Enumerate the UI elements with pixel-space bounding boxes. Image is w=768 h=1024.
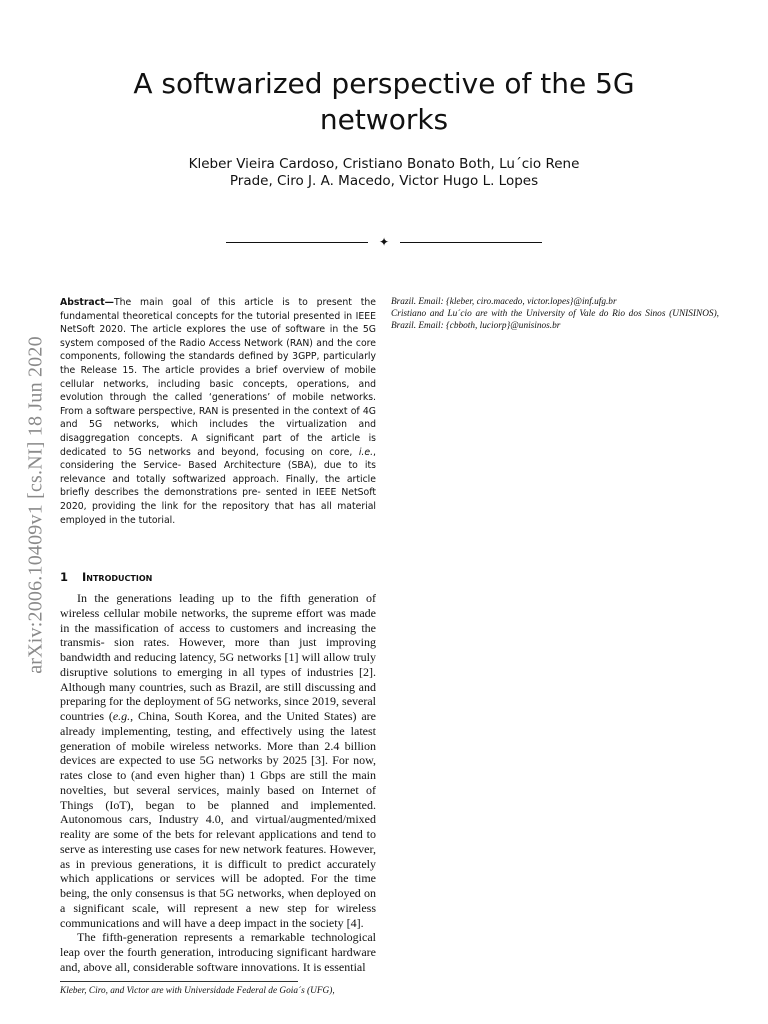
paragraph-2: The fifth-generation represents a remarkable technological leap over the fourth generation, introducing significant hardware and, above all, considerable software innovations. It is essential <box>60 930 376 974</box>
footnote-right-2: Cristiano and Lu´cio are with the University of Vale do Rio dos Sinos (UNISINOS), Brazil. Email: {cbboth, luciorp}@unisinos.br <box>391 309 719 331</box>
paragraph-1-eg: e.g. <box>112 709 131 723</box>
abstract-text-2: , considering the Service- Based Architecture (SBA), due to its relevance and totally softwarized approach. Finally, the article briefly describes the demonstrations pre- sented in IEEE NetSoft 2020, providing the link for the repository that has all material employed in the tutorial. <box>60 446 376 526</box>
section-heading <box>60 570 376 584</box>
footnote-left: Kleber, Ciro, and Victor are with Universidade Federal de Goia´s (UFG), <box>60 986 335 996</box>
arxiv-identifier: arXiv:2006.10409v1 [cs.NI] 18 Jun 2020 <box>24 336 47 674</box>
paper-title: A softwarized perspective of the 5G networks <box>133 67 635 136</box>
paragraph-1-part-a: In the generations leading up to the fifth generation of wireless cellular mobile networks, the supreme effort was made in the massification of access to customers and increasing the transmis- sion rates. However, more than just improving bandwidth and reducing latency, 5G networks [1] will allow truly disruptive solutions to emerging in all types of industries [2]. Although many countries, such as Brazil, are still discussing and preparing for the deployment of 5G networks, since 2019, several countries ( <box>60 591 376 723</box>
separator-star-icon: ✦ <box>378 235 390 249</box>
paragraph-1-part-b: , China, South Korea, and the United States) are already implementing, testing, and effectively using the latest generation of mobile wireless networks. More than 2.4 billion devices are expected to use 5G networks by 2025 [3]. For now, rates close to (and even higher than) 1 Gbps are still the main novelties, but several services, mainly based on Internet of Things (IoT), began to be planned and implemented. Autonomous cars, Industry 4.0, and virtual/augmented/mixed reality are some of the bets for relevant applications and tend to serve as interesting use cases for new network features. However, as in previous generations, it is difficult to predict accurately which applications or services will be adopted. For the time being, the only consensus is that 5G networks, when deployed on a significant scale, will represent a new step for wireless communications and will have a deep impact in the society [4]. <box>60 709 376 930</box>
author-line-2: Prade, Ciro J. A. Macedo, Victor Hugo L. Lopes <box>229 173 539 189</box>
section-name: Introduction <box>82 570 153 584</box>
paragraph-1 <box>60 591 376 930</box>
abstract-ie: i.e. <box>358 446 374 458</box>
author-line-1: Kleber Vieira Cardoso, Cristiano Bonato Both, Lu´cio Rene <box>188 156 580 172</box>
separator-line-right <box>400 242 542 243</box>
author-list <box>130 156 638 190</box>
footnote-right-1: Brazil. Email: {kleber, ciro.macedo, victor.lopes}@inf.ufg.br <box>391 297 617 307</box>
body-text <box>60 591 376 975</box>
abstract-text-1: The main goal of this article is to present the fundamental theoretical concepts for the tutorial presented in IEEE NetSoft 2020. The article explores the use of software in the 5G system composed of the Radio Access Network (RAN) and the core components, following the standards defined by 3GPP, particularly the Release 15. The article provides a brief overview of mobile cellular networks, including basic concepts, operations, and evolution through the called ‘generations’ of mobile networks. From a software perspective, RAN is presented in the context of 4G and 5G networks, which includes the virtualization and disaggregation concepts. A significant part of the article is dedicated to 5G networks and beyond, focusing on core, <box>60 297 376 458</box>
abstract <box>60 296 376 527</box>
section-number: 1 <box>60 570 69 584</box>
abstract-label: Abstract— <box>60 297 114 308</box>
footnote-right <box>391 296 719 332</box>
separator-line-left <box>226 242 368 243</box>
footnote-rule <box>60 981 298 982</box>
title-separator <box>226 232 542 252</box>
